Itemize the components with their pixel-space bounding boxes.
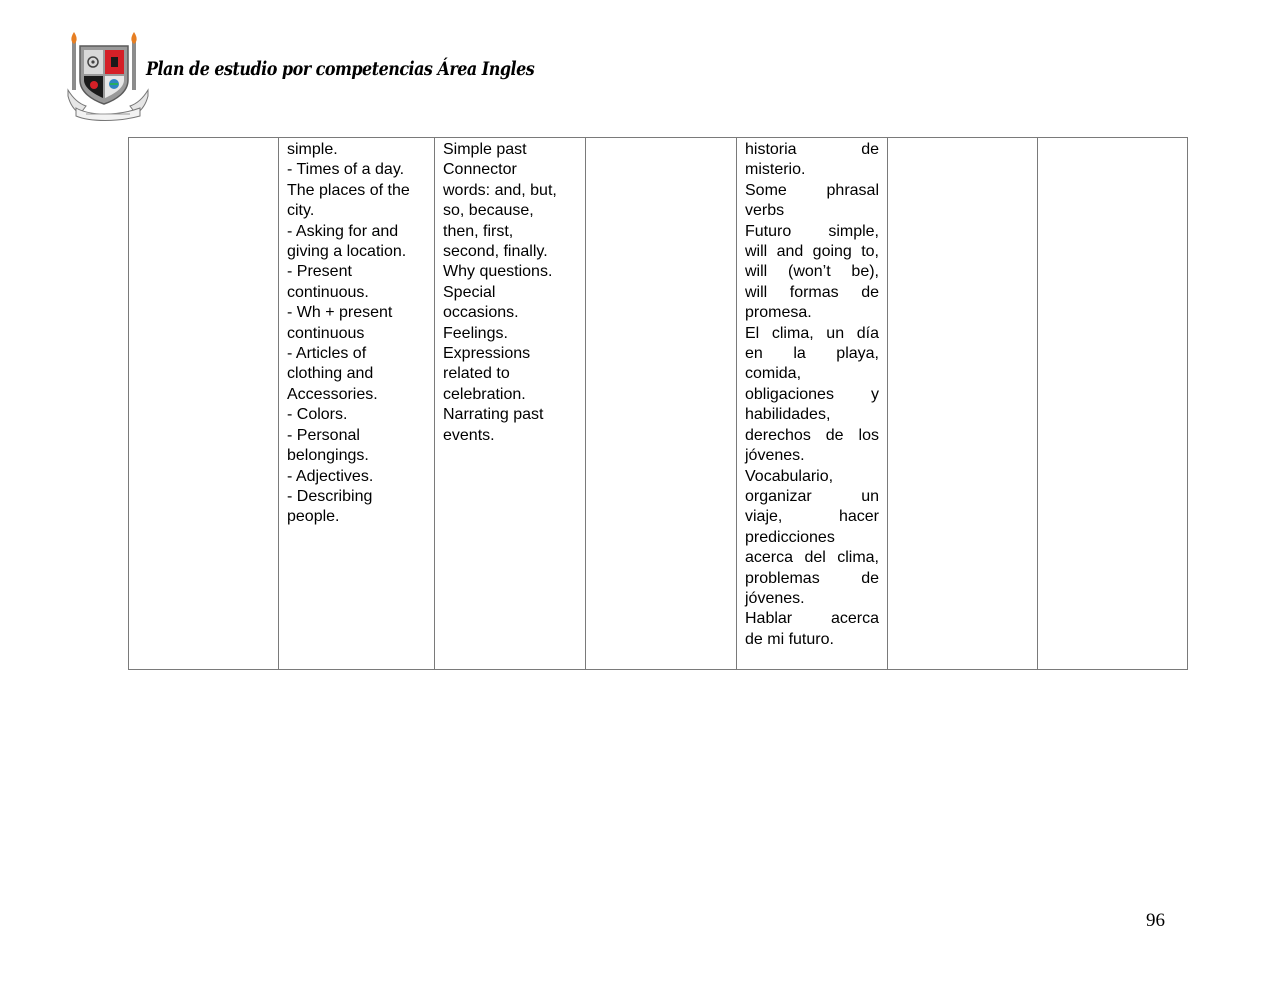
cell-text-line: obligaciones y	[745, 385, 879, 403]
cell-text-line: - Times of a day.	[287, 161, 405, 179]
cell-text-line: Why questions.	[443, 263, 553, 281]
curriculum-table	[128, 137, 1188, 670]
cell-text-line: belongings.	[287, 447, 369, 465]
cell-text-line: - Present	[287, 263, 352, 281]
cell-text-line: promesa.	[745, 304, 812, 322]
cell-text-line: The places of the	[287, 181, 410, 199]
cell-text-line: Futuro simple,	[745, 222, 879, 240]
cell-text-line: Hablar acerca	[745, 610, 879, 628]
cell-text-line: clothing and	[287, 365, 374, 383]
cell-text-line: then, first,	[443, 222, 514, 240]
cell-text-line: organizar un	[745, 487, 879, 505]
cell-text-line: viaje, hacer	[745, 508, 879, 526]
cell-text-line: - Articles of	[287, 345, 367, 363]
cell-text-line: comida,	[745, 365, 802, 383]
cell-text-line: de mi futuro.	[745, 630, 834, 648]
cell-text-line: continuous	[287, 324, 365, 342]
cell-text-line: - Asking for and	[287, 222, 399, 240]
table-cell-col4	[586, 138, 737, 670]
cell-text-line: verbs	[745, 202, 785, 220]
cell-text-line: Feelings.	[443, 324, 508, 342]
cell-text-line: simple.	[287, 141, 338, 158]
cell-text-line: continuous.	[287, 283, 369, 301]
cell-text-line: Special	[443, 283, 496, 301]
cell-text-line: people.	[287, 508, 340, 526]
cell-text-line: so, because,	[443, 202, 534, 220]
cell-text-line: - Personal	[287, 426, 360, 444]
cell-text-line: acerca del clima,	[745, 549, 879, 567]
page-title: Plan de estudio por competencias Área Ingles	[146, 58, 535, 80]
table-row	[129, 138, 1188, 670]
cell-text-line: habilidades,	[745, 406, 831, 424]
cell-text-line: Narrating past	[443, 406, 544, 424]
cell-text-line: celebration.	[443, 385, 526, 403]
cell-text-line: en la playa,	[745, 345, 879, 363]
table-cell-col2	[279, 138, 435, 670]
cell-text-line: related to	[443, 365, 510, 383]
cell-text-line: - Colors.	[287, 406, 348, 424]
cell-text-line: will and going to,	[745, 243, 879, 261]
cell-text-line: jóvenes.	[745, 589, 805, 607]
table-cell-col1	[129, 138, 279, 670]
cell-text-line: Some phrasal	[745, 181, 879, 199]
cell-text-line: El clima, un día	[745, 324, 879, 342]
cell-text-line: will formas de	[745, 283, 879, 301]
table-cell-col6	[888, 138, 1038, 670]
page-header	[66, 28, 535, 122]
cell-text-line: will (won’t be),	[745, 263, 879, 281]
cell-text-line: Connector	[443, 161, 517, 179]
cell-text-line: jóvenes.	[745, 447, 805, 465]
cell-text-line: - Adjectives.	[287, 467, 374, 485]
cell-text-line: misterio.	[745, 161, 806, 179]
table-cell-col3	[435, 138, 586, 670]
cell-text-line: Simple past	[443, 141, 527, 158]
table-cell-col7	[1038, 138, 1188, 670]
cell-text-line: giving a location.	[287, 243, 407, 261]
cell-text-line: Vocabulario,	[745, 467, 834, 485]
cell-text-line: events.	[443, 426, 495, 444]
cell-text-line: Expressions	[443, 345, 531, 363]
cell-text-line: occasions.	[443, 304, 519, 322]
cell-text-line: second, finally.	[443, 243, 548, 261]
cell-text-line: historia de	[745, 141, 879, 158]
school-crest-icon	[66, 30, 150, 122]
table-cell-col5	[737, 138, 888, 670]
page-number: 96	[1146, 910, 1165, 931]
cell-text-line: city.	[287, 202, 315, 220]
cell-text-line: predicciones	[745, 528, 835, 546]
cell-text-line: Accessories.	[287, 385, 378, 403]
cell-text-line: words: and, but,	[443, 181, 557, 199]
cell-text-line: derechos de los	[745, 426, 879, 444]
cell-text-line: - Describing	[287, 487, 373, 505]
cell-text-line: problemas de	[745, 569, 879, 587]
cell-text-line: - Wh + present	[287, 304, 393, 322]
